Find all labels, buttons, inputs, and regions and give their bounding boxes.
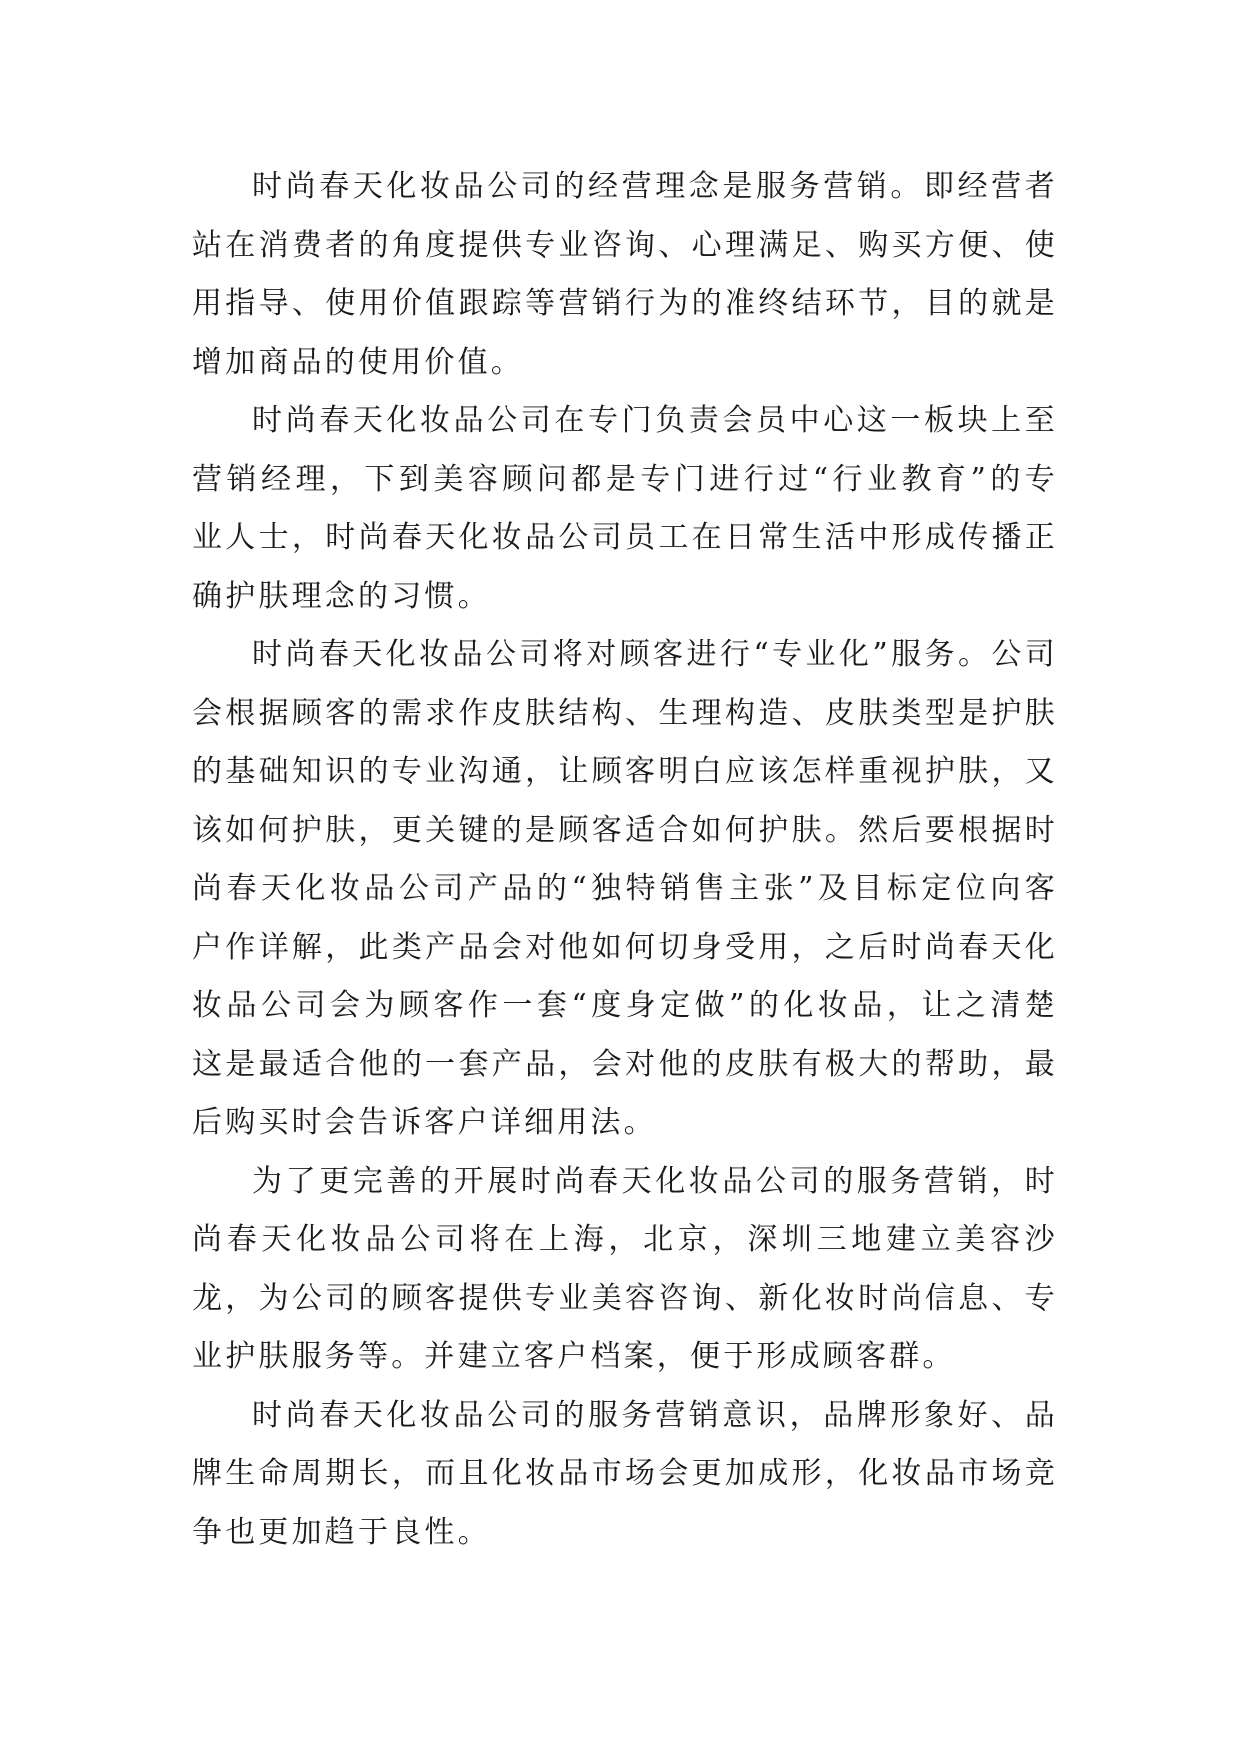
document-body [192, 158, 1058, 1562]
paragraph-1: 时尚春天化妆品公司的经营理念是服务营销。即经营者站在消费者的角度提供专业咨询、心理满足、购买方便、使用指导、使用价值跟踪等营销行为的准终结环节，目的就是增加商品的使用价值。 [192, 169, 1058, 380]
paragraph-2: 时尚春天化妆品公司在专门负责会员中心这一板块上至营销经理，下到美容顾问都是专门进行过“行业教育”的专业人士，时尚春天化妆品公司员工在日常生活中形成传播正确护肤理念的习惯。 [192, 403, 1058, 614]
paragraph-4: 为了更完善的开展时尚春天化妆品公司的服务营销，时尚春天化妆品公司将在上海，北京，深圳三地建立美容沙龙，为公司的顾客提供专业美容咨询、新化妆时尚信息、专业护肤服务等。并建立客户档案，便于形成顾客群。 [192, 1163, 1058, 1374]
paragraph-3: 时尚春天化妆品公司将对顾客进行“专业化”服务。公司会根据顾客的需求作皮肤结构、生理构造、皮肤类型是护肤的基础知识的专业沟通，让顾客明白应该怎样重视护肤，又该如何护肤，更关键的是顾客适合如何护肤。然后要根据时尚春天化妆品公司产品的“独特销售主张”及目标定位向客户作详解，此类产品会对他如何切身受用，之后时尚春天化妆品公司会为顾客作一套“度身定做”的化妆品，让之清楚这是最适合他的一套产品，会对他的皮肤有极大的帮助，最后购买时会告诉客户详细用法。 [192, 637, 1058, 1140]
paragraph-5: 时尚春天化妆品公司的服务营销意识，品牌形象好、品牌生命周期长，而且化妆品市场会更加成形，化妆品市场竞争也更加趋于良性。 [192, 1397, 1058, 1550]
